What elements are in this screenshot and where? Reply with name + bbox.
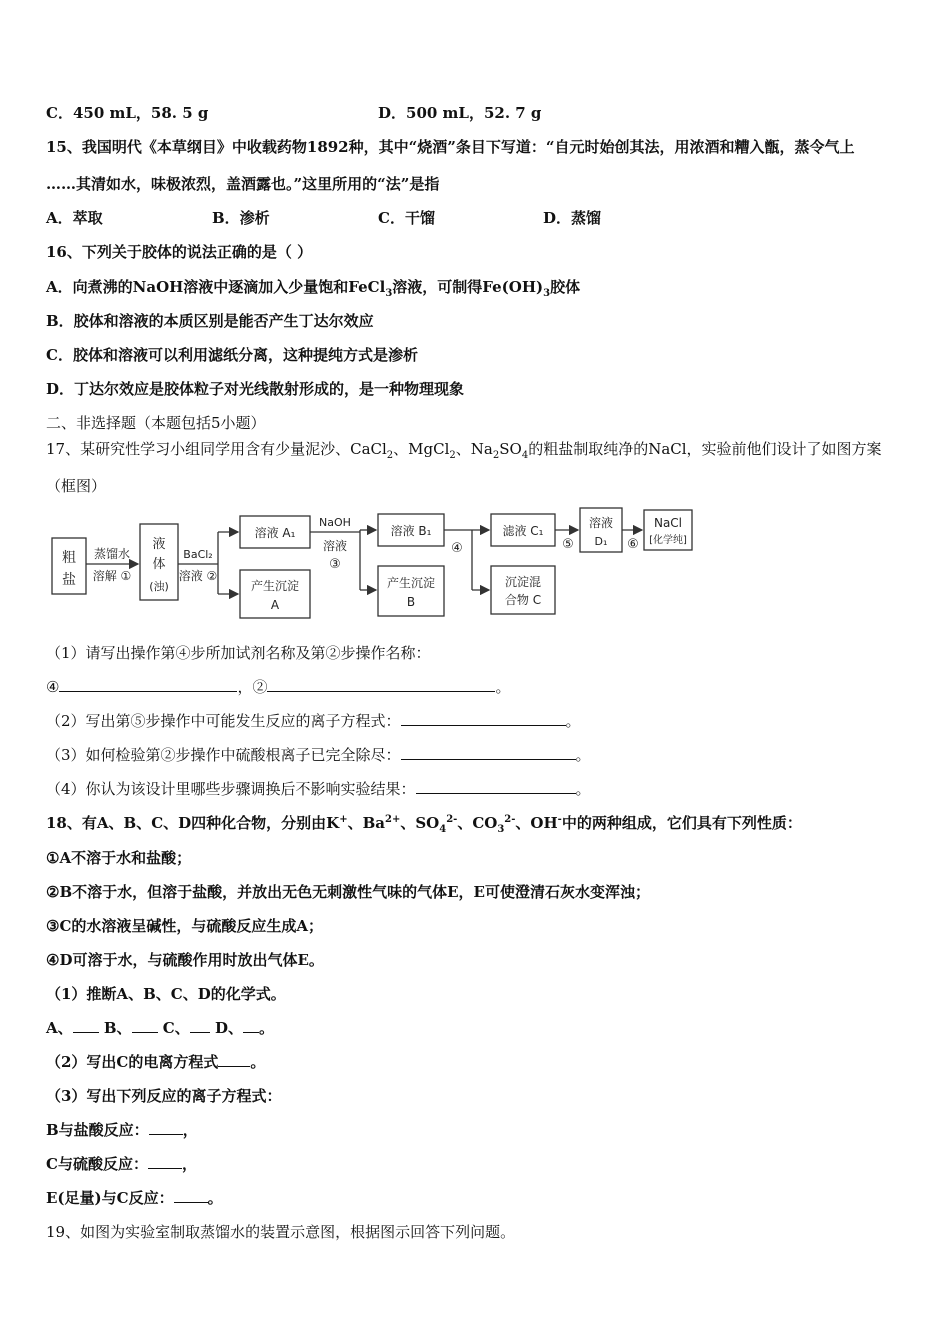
q18-condition-2: ②B不溶于水，但溶于盐酸，并放出无色无刺激性气味的气体E，E可使澄清石灰水变浑浊； xyxy=(46,883,650,901)
q17-part1: （1）请写出操作第④步所加试剂名称及第②步操作名称： xyxy=(46,644,431,662)
label-solution-d1-2: D₁ xyxy=(594,535,608,548)
q18-condition-4: ④D可溶于水，与硫酸作用时放出气体E。 xyxy=(46,951,324,969)
q16-option-b: B．胶体和溶液的本质区别是能否产生丁达尔效应 xyxy=(46,312,374,330)
answer-blank[interactable] xyxy=(243,1018,259,1033)
label-step2-top: BaCl₂ xyxy=(183,548,213,561)
label-nacl-2: [化学纯] xyxy=(649,535,687,546)
q18-stem: 18、有A、B、C、D四种化合物，分别由K+、$Ba^{2+}$、$SO_4^{2-}$、$CO_3^{2-}$、OH-中的两种组成，它们具有下列性质： xyxy=(46,814,802,835)
q18-part2: （2）写出C的电离方程式 。 xyxy=(46,1053,266,1071)
label-step3-num: ③ xyxy=(329,557,341,572)
q18-part3: （3）写出下列反应的离子方程式： xyxy=(46,1087,282,1105)
label-step5: ⑤ xyxy=(562,537,574,552)
q17-part4: （4）你认为该设计里哪些步骤调换后不影响实验结果： 。 xyxy=(46,780,591,798)
answer-blank[interactable] xyxy=(401,745,576,760)
label-step3-top: NaOH xyxy=(319,516,351,529)
q18-condition-3: ③C的水溶液呈碱性，与硫酸反应生成A； xyxy=(46,917,324,935)
label-liquid-3: (浊) xyxy=(149,580,169,593)
answer-blank[interactable] xyxy=(132,1018,158,1033)
q18-reaction-3: E(足量)与C反应： 。 xyxy=(46,1189,223,1207)
answer-blank[interactable] xyxy=(416,779,576,794)
q18-part1-answer: A、 B、 C、 D、 。 xyxy=(46,1019,274,1037)
answer-blank[interactable] xyxy=(174,1188,208,1203)
label-step3-mid: 溶液 xyxy=(322,539,348,553)
answer-blank[interactable] xyxy=(267,677,495,692)
q17-stem-line2: （框图） xyxy=(46,477,107,495)
q15-option-a: A．萃取 xyxy=(46,209,103,227)
answer-blank[interactable] xyxy=(401,711,566,726)
answer-blank[interactable] xyxy=(149,1120,183,1135)
q17-stem: 17、某研究性学习小组同学用含有少量泥沙、CaCl$_2$、MgCl$_2$、$Na_2SO_4$的粗盐制取纯净的NaCl，实验前他们设计了如图方案 xyxy=(46,440,882,461)
answer-blank[interactable] xyxy=(190,1018,210,1033)
label-precip-b-2: B xyxy=(406,595,416,609)
q18-reaction-1: B与盐酸反应： ， xyxy=(46,1121,198,1139)
label-crude-salt-1: 粗 xyxy=(62,550,76,566)
answer-blank[interactable] xyxy=(73,1018,99,1033)
q16-option-d: D．丁达尔效应是胶体粒子对光线散射形成的，是一种物理现象 xyxy=(46,380,465,398)
q16-stem: 16、下列关于胶体的说法正确的是（ ） xyxy=(46,243,313,261)
q15-stem-line1: 15、我国明代《本草纲目》中收载药物1892种，其中“烧酒”条目下写道：“自元时始创其法，用浓酒和糟入甑，蒸令气上 xyxy=(46,138,855,156)
q18-reaction-2: C与硫酸反应： ， xyxy=(46,1155,197,1173)
label-solution-b1: 溶液 B₁ xyxy=(390,524,432,538)
label-step1-bottom: 溶解 ① xyxy=(92,569,132,583)
label-crude-salt-2: 盐 xyxy=(62,572,76,588)
q16-option-c: C．胶体和溶液可以利用滤纸分离，这种提纯方式是渗析 xyxy=(46,346,418,364)
q15-stem-line2: ……其清如水，味极浓烈，盖酒露也。”这里所用的“法”是指 xyxy=(46,175,440,193)
label-solution-a1: 溶液 A₁ xyxy=(254,526,296,540)
label-step4: ④ xyxy=(451,541,463,556)
label-step6: ⑥ xyxy=(627,537,639,552)
label-solution-d1-1: 溶液 xyxy=(588,516,614,530)
section-heading: 二、非选择题（本题包括5小题） xyxy=(46,414,266,432)
label-precip-a-2: A xyxy=(270,598,280,612)
answer-blank[interactable] xyxy=(59,677,237,692)
label-precip-c-2: 合物 C xyxy=(504,593,542,607)
label-filtrate-c1: 滤液 C₁ xyxy=(502,524,544,538)
label-precip-b-1: 产生沉淀 xyxy=(386,576,436,590)
answer-blank[interactable] xyxy=(218,1052,250,1067)
label-step1-top: 蒸馏水 xyxy=(93,547,131,561)
answer-blank[interactable] xyxy=(148,1154,182,1169)
q18-condition-1: ①A不溶于水和盐酸； xyxy=(46,849,192,867)
q15-option-b: B．渗析 xyxy=(212,209,270,227)
q15-option-d: D．蒸馏 xyxy=(543,209,602,227)
q14-option-c: C．450 mL，58. 5 g xyxy=(46,104,209,122)
label-liquid-2: 体 xyxy=(152,557,166,572)
q18-part1: （1）推断A、B、C、D的化学式。 xyxy=(46,985,286,1003)
q16-option-a: A．向煮沸的NaOH溶液中逐滴加入少量饱和FeCl$_3$溶液，可制得$Fe(OH)_3$胶体 xyxy=(46,278,581,299)
q17-part1-answer: ④ ，② 。 xyxy=(46,678,511,696)
q19-stem: 19、如图为实验室制取蒸馏水的装置示意图，根据图示回答下列问题。 xyxy=(46,1223,516,1241)
q15-option-c: C．干馏 xyxy=(378,209,435,227)
label-nacl-1: NaCl xyxy=(653,516,683,530)
q17-flow-diagram xyxy=(48,500,708,622)
q17-part2: （2）写出第⑤步操作中可能发生反应的离子方程式： 。 xyxy=(46,712,581,730)
label-step2-bottom: 溶液 ② xyxy=(178,569,218,583)
label-precip-a-1: 产生沉淀 xyxy=(250,579,300,593)
label-precip-c-1: 沉淀混 xyxy=(504,575,542,589)
q14-option-d: D．500 mL，52. 7 g xyxy=(378,104,542,122)
label-liquid-1: 液 xyxy=(152,537,166,552)
q17-part3: （3）如何检验第②步操作中硫酸根离子已完全除尽： 。 xyxy=(46,746,591,764)
